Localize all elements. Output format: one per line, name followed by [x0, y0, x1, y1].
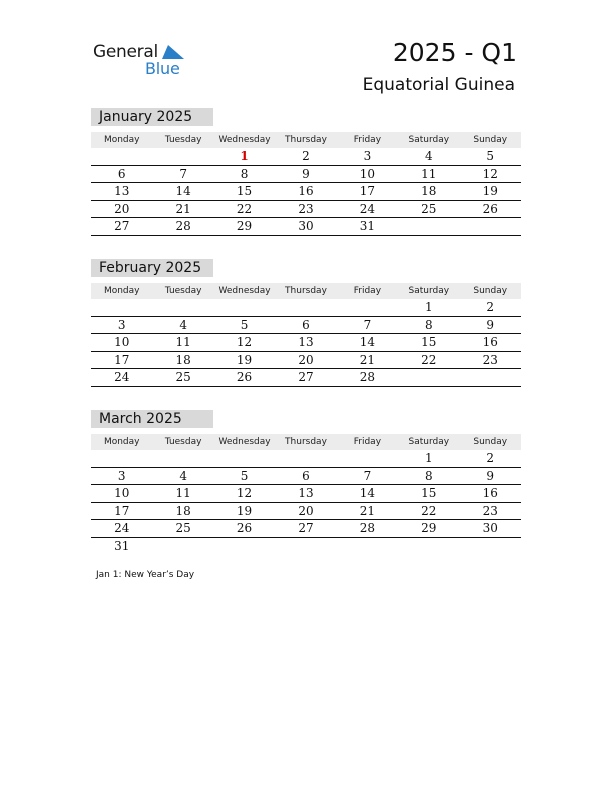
- weekday-label: Friday: [353, 286, 382, 296]
- day-cell: 27: [298, 521, 314, 535]
- day-cell: 3: [363, 149, 372, 163]
- day-cell: 19: [236, 352, 253, 367]
- day-cell: 10: [114, 486, 130, 500]
- month-calendar-march: [91, 410, 521, 554]
- day-cell: 14: [359, 486, 376, 500]
- day-cell: 28: [359, 521, 376, 535]
- day-cell: 16: [482, 335, 498, 349]
- day-cell: 31: [114, 538, 130, 553]
- week-row: [91, 148, 521, 166]
- day-cell: 23: [298, 201, 314, 216]
- day-cell: 6: [117, 166, 126, 181]
- day-cell: 10: [359, 166, 376, 181]
- day-cell: 20: [114, 201, 130, 216]
- day-cell: 29: [236, 219, 253, 233]
- day-cell: 7: [179, 166, 187, 181]
- day-cell: 26: [482, 201, 498, 216]
- day-cell: 23: [482, 352, 498, 367]
- day-cell: 5: [240, 468, 249, 483]
- day-cell: 2: [302, 149, 310, 163]
- weekday-label: Monday: [103, 286, 140, 296]
- week-row: [91, 183, 521, 201]
- weekday-label: Friday: [353, 135, 382, 145]
- week-row: [91, 201, 521, 219]
- weekday-header: [91, 434, 521, 450]
- week-row: [91, 468, 521, 486]
- day-cell: [398, 218, 459, 235]
- day-cell: 2: [486, 300, 495, 314]
- day-cell: 19: [236, 503, 253, 518]
- week-row: [91, 538, 521, 555]
- weekday-header: [91, 132, 521, 148]
- month-title: March 2025: [91, 410, 213, 428]
- day-cell: 21: [359, 503, 376, 518]
- weekday-label: Sunday: [473, 135, 508, 145]
- day-cell: [460, 218, 521, 235]
- day-cell: 21: [359, 352, 376, 367]
- day-cell: [214, 538, 275, 555]
- day-cell: [214, 299, 275, 316]
- day-cell: 22: [421, 503, 437, 518]
- day-cell: 13: [298, 335, 314, 349]
- month-grid: [91, 450, 521, 554]
- day-cell: [460, 538, 521, 555]
- weekday-label: Wednesday: [218, 437, 271, 447]
- weekday-label: Tuesday: [164, 135, 202, 145]
- day-cell: 27: [114, 219, 130, 233]
- weekday-label: Monday: [103, 135, 140, 145]
- day-cell: 26: [236, 370, 253, 384]
- day-cell: 14: [175, 184, 191, 198]
- day-cell: 1: [425, 300, 433, 314]
- day-cell: [152, 450, 213, 467]
- day-cell: 2: [486, 451, 495, 465]
- day-cell: 17: [114, 352, 130, 367]
- weekday-label: Saturday: [408, 437, 450, 447]
- day-cell: 29: [421, 521, 437, 535]
- day-cell: 30: [482, 521, 498, 535]
- day-cell: 22: [236, 201, 253, 216]
- day-cell: 11: [175, 335, 191, 349]
- weekday-label: Wednesday: [218, 135, 271, 145]
- day-cell: 18: [175, 503, 191, 518]
- day-cell: 8: [425, 468, 433, 483]
- day-cell: [91, 148, 152, 165]
- weekday-label: Friday: [353, 437, 382, 447]
- day-cell: 3: [117, 468, 126, 483]
- day-cell: 19: [482, 184, 498, 198]
- day-cell: 8: [425, 317, 433, 332]
- day-cell: 5: [240, 317, 249, 332]
- week-row: [91, 485, 521, 503]
- week-row: [91, 166, 521, 184]
- day-cell: 28: [175, 219, 191, 233]
- month-calendar-january: [91, 108, 521, 236]
- day-cell: 16: [482, 486, 498, 500]
- week-row: [91, 503, 521, 521]
- weekday-label: Saturday: [408, 286, 450, 296]
- week-row: [91, 299, 521, 317]
- day-cell: 31: [359, 219, 376, 233]
- day-cell: 3: [117, 317, 126, 332]
- day-cell: 15: [421, 486, 437, 500]
- day-cell: [275, 538, 336, 555]
- weekday-label: Thursday: [285, 437, 327, 447]
- day-cell: 24: [359, 201, 376, 216]
- day-cell: [398, 538, 459, 555]
- day-cell: 9: [302, 166, 310, 181]
- day-cell: [460, 369, 521, 386]
- day-cell: 30: [298, 219, 314, 233]
- day-cell: 5: [486, 149, 495, 163]
- day-cell: 24: [114, 521, 130, 535]
- day-cell: 4: [179, 468, 187, 483]
- day-cell: 6: [302, 468, 310, 483]
- day-cell: 18: [421, 184, 437, 198]
- day-cell: 22: [421, 352, 437, 367]
- day-cell: 9: [486, 317, 495, 332]
- week-row: [91, 218, 521, 236]
- day-cell: 20: [298, 503, 314, 518]
- day-cell: [337, 538, 398, 555]
- day-cell: 7: [363, 468, 372, 483]
- country-name: Equatorial Guinea: [362, 75, 515, 95]
- month-grid: [91, 148, 521, 236]
- day-cell: 15: [236, 184, 253, 198]
- weekday-label: Tuesday: [164, 286, 202, 296]
- day-cell: 25: [421, 201, 437, 216]
- day-cell: 10: [114, 335, 130, 349]
- weekday-header: [91, 283, 521, 299]
- logo-text-general: General: [93, 42, 158, 62]
- weekday-label: Saturday: [408, 135, 450, 145]
- day-cell: 15: [421, 335, 437, 349]
- holiday-note: Jan 1: New Year’s Day: [96, 570, 195, 580]
- week-row: [91, 520, 521, 538]
- day-cell: 26: [236, 521, 253, 535]
- day-cell: 25: [175, 521, 191, 535]
- day-cell: [275, 299, 336, 316]
- day-cell: 28: [359, 370, 376, 384]
- day-cell: 23: [482, 503, 498, 518]
- holiday-day-cell: 1: [240, 149, 249, 163]
- week-row: [91, 352, 521, 370]
- month-grid: [91, 299, 521, 387]
- weekday-label: Sunday: [473, 286, 508, 296]
- day-cell: [398, 369, 459, 386]
- day-cell: 4: [179, 317, 187, 332]
- week-row: [91, 369, 521, 387]
- month-calendar-february: [91, 259, 521, 387]
- month-title: February 2025: [91, 259, 213, 277]
- logo-text-blue: Blue: [145, 59, 180, 78]
- day-cell: [337, 299, 398, 316]
- day-cell: 11: [421, 166, 437, 181]
- day-cell: [91, 450, 152, 467]
- day-cell: 20: [298, 352, 314, 367]
- holiday-notes: [96, 570, 194, 580]
- week-row: [91, 317, 521, 335]
- weekday-label: Thursday: [285, 135, 327, 145]
- day-cell: 24: [114, 370, 130, 384]
- day-cell: 8: [240, 166, 249, 181]
- day-cell: 17: [359, 184, 376, 198]
- day-cell: 4: [425, 149, 433, 163]
- day-cell: [152, 538, 213, 555]
- day-cell: 6: [302, 317, 310, 332]
- general-blue-logo: [93, 40, 193, 80]
- day-cell: 27: [298, 370, 314, 384]
- day-cell: [152, 299, 213, 316]
- day-cell: [91, 299, 152, 316]
- page-title: 2025 - Q1: [392, 38, 517, 67]
- month-title: January 2025: [91, 108, 213, 126]
- weekday-label: Monday: [103, 437, 140, 447]
- day-cell: 14: [359, 335, 376, 349]
- day-cell: 16: [298, 184, 314, 198]
- day-cell: 18: [175, 352, 191, 367]
- logo-triangle-icon: [162, 45, 184, 59]
- day-cell: 21: [175, 201, 191, 216]
- day-cell: [275, 450, 336, 467]
- day-cell: 12: [482, 166, 498, 181]
- day-cell: [214, 450, 275, 467]
- day-cell: 1: [425, 451, 433, 465]
- day-cell: 13: [114, 184, 130, 198]
- day-cell: [152, 148, 213, 165]
- day-cell: 25: [175, 370, 191, 384]
- weekday-label: Sunday: [473, 437, 508, 447]
- day-cell: 7: [363, 317, 372, 332]
- week-row: [91, 450, 521, 468]
- weekday-label: Thursday: [285, 286, 327, 296]
- day-cell: 17: [114, 503, 130, 518]
- weekday-label: Tuesday: [164, 437, 202, 447]
- day-cell: 9: [486, 468, 495, 483]
- day-cell: [337, 450, 398, 467]
- week-row: [91, 334, 521, 352]
- day-cell: 11: [175, 486, 191, 500]
- day-cell: 12: [236, 486, 253, 500]
- weekday-label: Wednesday: [218, 286, 271, 296]
- day-cell: 13: [298, 486, 314, 500]
- day-cell: 12: [236, 335, 253, 349]
